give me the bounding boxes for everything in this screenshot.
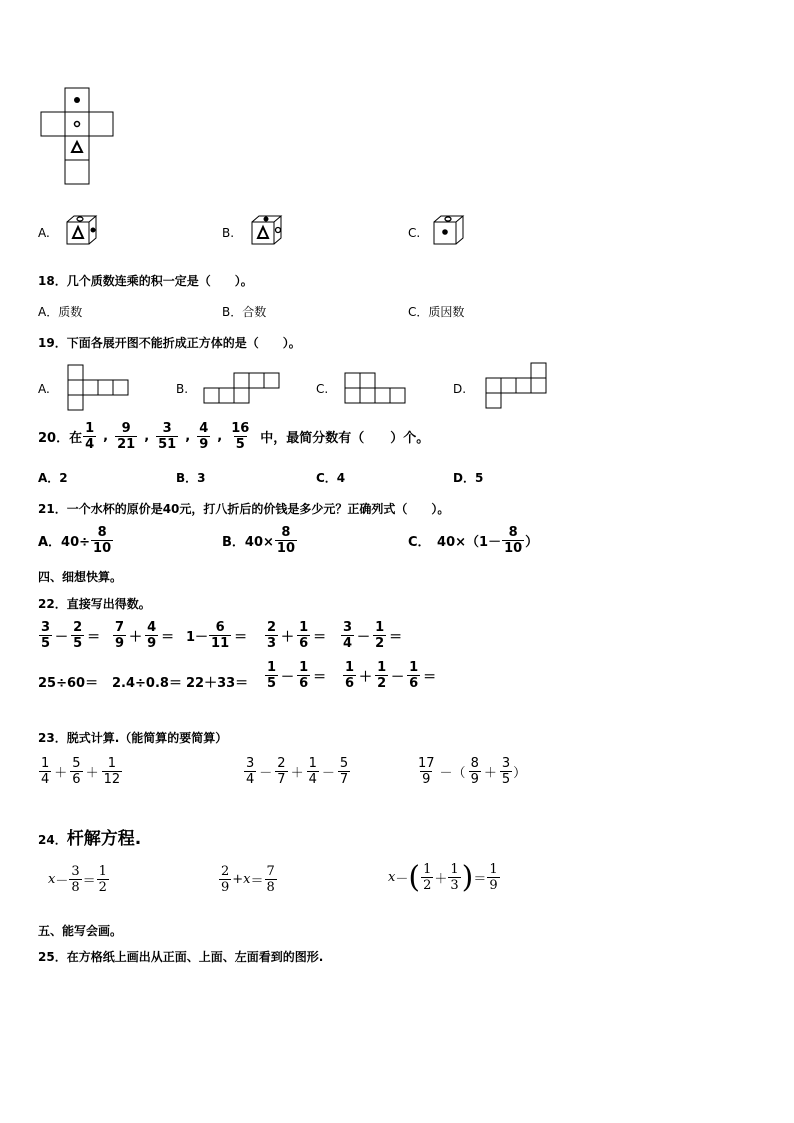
q18-option-c[interactable]: C．质因数: [408, 305, 465, 319]
q22-stem: 22．直接写出得数。: [38, 597, 151, 611]
q17-option-c[interactable]: C.: [408, 226, 421, 240]
q19-option-c[interactable]: C.: [316, 382, 329, 396]
cube-option-c-figure: [431, 214, 471, 246]
net-option-c-figure: [344, 372, 414, 408]
q19-option-a[interactable]: A.: [38, 382, 50, 396]
fraction-3-51: $\frac{3}{51}$: [158, 421, 177, 452]
q24-equation-3: x － ( $\frac{1}{2}$ ＋ $\frac{1}{3}$ ) ＝ $\frac{1}{9}$: [388, 859, 498, 895]
section-5-title: 五、能写会画。: [38, 924, 123, 938]
q18-stem: 18．几个质数连乘的积一定是（ ）。: [38, 274, 253, 288]
q21-option-c[interactable]: C． 40×（1－ $\frac{8}{10}$ ）: [408, 525, 539, 556]
net-option-a-figure: [67, 364, 137, 414]
q24-title: 杆解方程.: [66, 829, 142, 849]
q20-suffix: 中，最简分数有（ ）个。: [260, 431, 430, 446]
q22-expr-3: 1－ $\frac{6}{11}$ ＝: [186, 620, 248, 651]
cube-option-a-figure: [64, 214, 104, 246]
q17-option-a[interactable]: A.: [38, 226, 50, 240]
section-4-title: 四、细想快算。: [38, 570, 123, 584]
cube-net-figure: [38, 88, 118, 188]
q22-expr-1: $\frac{3}{5}$ － $\frac{2}{5}$ ＝: [41, 620, 101, 651]
q19-option-d[interactable]: D.: [453, 382, 467, 396]
fraction-1-4: $\frac{1}{4}$: [85, 421, 95, 452]
net-option-b-figure: [203, 372, 283, 408]
q23-expr-1: $\frac{1}{4}$ ＋ $\frac{5}{6}$ ＋ $\frac{1}{12}$: [41, 756, 121, 787]
q18-option-a[interactable]: A．质数: [38, 305, 83, 319]
q22-expr-8: 22＋33＝: [186, 676, 249, 691]
q20-option-d[interactable]: D．5: [453, 471, 484, 485]
q22-expr-7: 2.4÷0.8＝: [112, 676, 182, 691]
q22-expr-2: $\frac{7}{9}$ ＋ $\frac{4}{9}$ ＝: [115, 620, 175, 651]
q25-stem: 25．在方格纸上画出从正面、上面、左面看到的图形.: [38, 950, 324, 964]
q20-option-a[interactable]: A．2: [38, 471, 68, 485]
q24-heading: 24． 杆解方程.: [38, 824, 141, 849]
q18-option-b[interactable]: B．合数: [222, 305, 267, 319]
q20-option-c[interactable]: C．4: [316, 471, 346, 485]
q20-prefix: 20．在: [38, 431, 83, 446]
q24-equation-2: $\frac{2}{9}$ +x ＝ $\frac{7}{8}$: [221, 864, 275, 895]
q23-expr-3: $\frac{17}{9}$ －（ $\frac{8}{9}$ ＋ $\frac{3}{5}$ ）: [418, 756, 527, 787]
q23-expr-2: $\frac{3}{4}$ － $\frac{2}{7}$ ＋ $\frac{1}{4}$ － $\frac{5}{7}$: [246, 756, 349, 787]
q23-stem: 23．脱式计算.（能简算的要简算）: [38, 731, 228, 745]
q22-expr-9: $\frac{1}{5}$ － $\frac{1}{6}$ ＝: [267, 660, 327, 691]
q24-equation-1: x － $\frac{3}{8}$ ＝ $\frac{1}{2}$: [48, 864, 107, 895]
fraction-9-21: $\frac{9}{21}$: [117, 421, 136, 452]
q21-option-a[interactable]: A．40÷ $\frac{8}{10}$: [38, 525, 112, 556]
q22-expr-4: $\frac{2}{3}$ ＋ $\frac{1}{6}$ ＝: [267, 620, 327, 651]
fraction-16-5: $\frac{16}{5}$: [231, 421, 250, 452]
q19-option-b[interactable]: B.: [176, 382, 189, 396]
q17-option-b[interactable]: B.: [222, 226, 235, 240]
q22-expr-6: 25÷60＝: [38, 676, 99, 691]
q22-expr-10: $\frac{1}{6}$ ＋ $\frac{1}{2}$ － $\frac{1}{6}$ ＝: [345, 660, 437, 691]
q22-expr-5: $\frac{3}{4}$ － $\frac{1}{2}$ ＝: [343, 620, 403, 651]
cube-option-b-figure: [249, 214, 289, 246]
q21-option-b[interactable]: B．40× $\frac{8}{10}$: [222, 525, 295, 556]
fraction-4-9: $\frac{4}{9}$: [199, 421, 209, 452]
net-option-d-figure: [484, 362, 554, 412]
q20-option-b[interactable]: B．3: [176, 471, 206, 485]
q20-stem: 20．在 $\frac{1}{4}$ , $\frac{9}{21}$ , $\frac{3}{51}$ , $\frac{4}{9}$ , $\frac{16}{5}$ 中，最简分数有（ ）个。: [38, 421, 430, 452]
q21-stem: 21．一个水杯的原价是40元，打八折后的价钱是多少元？正确列式（ ）。: [38, 502, 450, 516]
q19-stem: 19．下面各展开图不能折成正方体的是（ ）。: [38, 336, 301, 350]
